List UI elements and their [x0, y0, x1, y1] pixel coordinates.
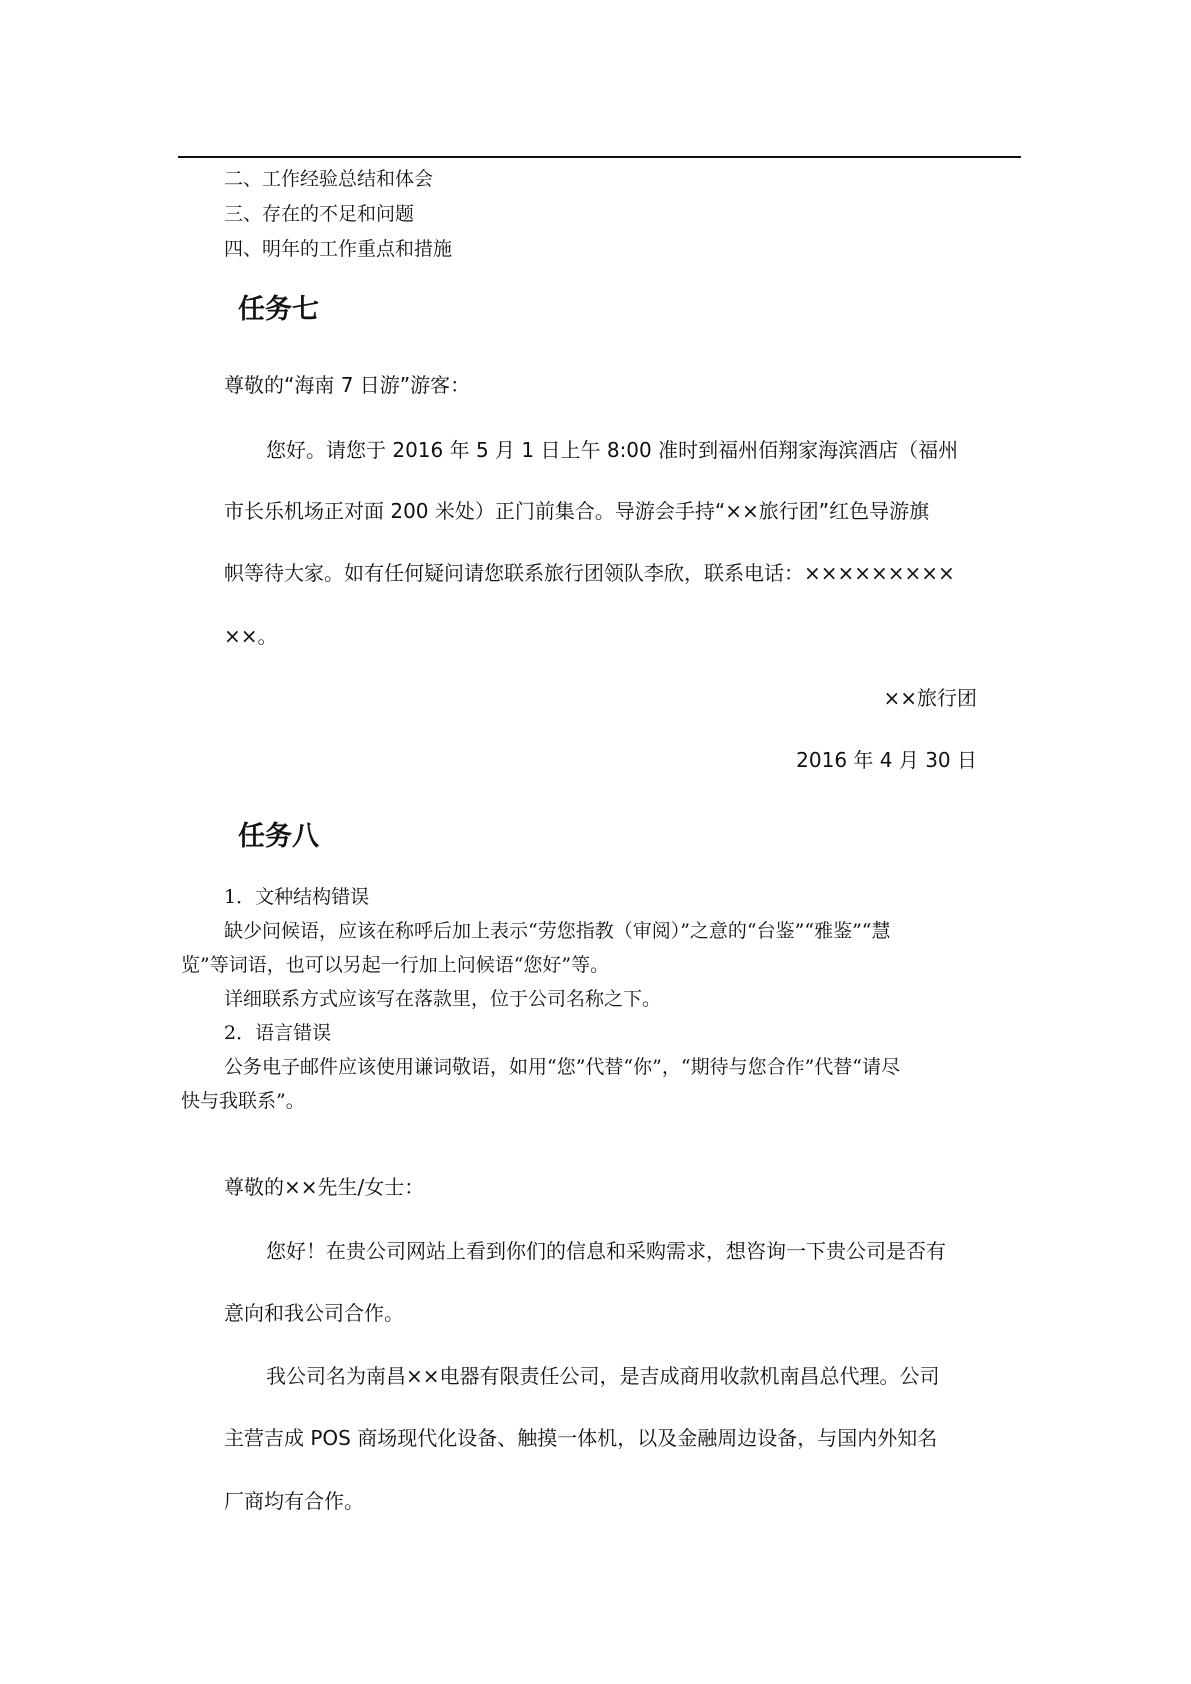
- task7-body-line: 您好。请您于 2016 年 5 月 1 日上午 8:00 准时到福州佰翔家海滨酒店（福州: [266, 438, 959, 462]
- task7-body-line: 帜等待大家。如有任何疑问请您联系旅行团领队李欣，联系电话：×××××××××: [224, 561, 955, 585]
- task8-line: 2．语言错误: [224, 1022, 332, 1044]
- header-rule: [178, 156, 1021, 158]
- task8-line: 览”等词语，也可以另起一行加上问候语“您好”等。: [181, 954, 610, 976]
- outline-item-3: 三、存在的不足和问题: [224, 203, 415, 225]
- letter-line: 意向和我公司合作。: [224, 1301, 404, 1325]
- task8-line: 快与我联系”。: [181, 1090, 305, 1112]
- letter-line: 您好！在贵公司网站上看到你们的信息和采购需求，想咨询一下贵公司是否有: [266, 1239, 946, 1263]
- task7-date: 2016 年 4 月 30 日: [796, 748, 977, 772]
- task8-heading: 任务八: [238, 821, 319, 852]
- task7-heading: 任务七: [238, 294, 319, 325]
- letter-salutation: 尊敬的××先生/女士：: [224, 1175, 425, 1199]
- task8-line: 缺少问候语，应该在称呼后加上表示“劳您指教（审阅）”之意的“台鉴”“雅鉴”“慧: [224, 920, 891, 942]
- outline-item-4: 四、明年的工作重点和措施: [224, 238, 453, 260]
- task7-signature: ××旅行团: [883, 686, 977, 710]
- task8-line: 1．文种结构错误: [224, 886, 370, 908]
- letter-line: 我公司名为南昌××电器有限责任公司，是吉成商用收款机南昌总代理。公司: [266, 1364, 940, 1388]
- outline-item-2: 二、工作经验总结和体会: [224, 168, 434, 190]
- task7-body-line: 市长乐机场正对面 200 米处）正门前集合。导游会手持“××旅行团”红色导游旗: [224, 499, 930, 523]
- task7-body-line: ××。: [224, 624, 278, 648]
- letter-line: 主营吉成 POS 商场现代化设备、触摸一体机，以及金融周边设备，与国内外知名: [224, 1426, 938, 1450]
- task8-line: 公务电子邮件应该使用谦词敬语，如用“您”代替“你”，“期待与您合作”代替“请尽: [224, 1056, 900, 1078]
- task8-line: 详细联系方式应该写在落款里，位于公司名称之下。: [224, 988, 662, 1010]
- task7-salutation: 尊敬的“海南 7 日游”游客：: [224, 373, 471, 397]
- letter-line: 厂商均有合作。: [224, 1489, 364, 1513]
